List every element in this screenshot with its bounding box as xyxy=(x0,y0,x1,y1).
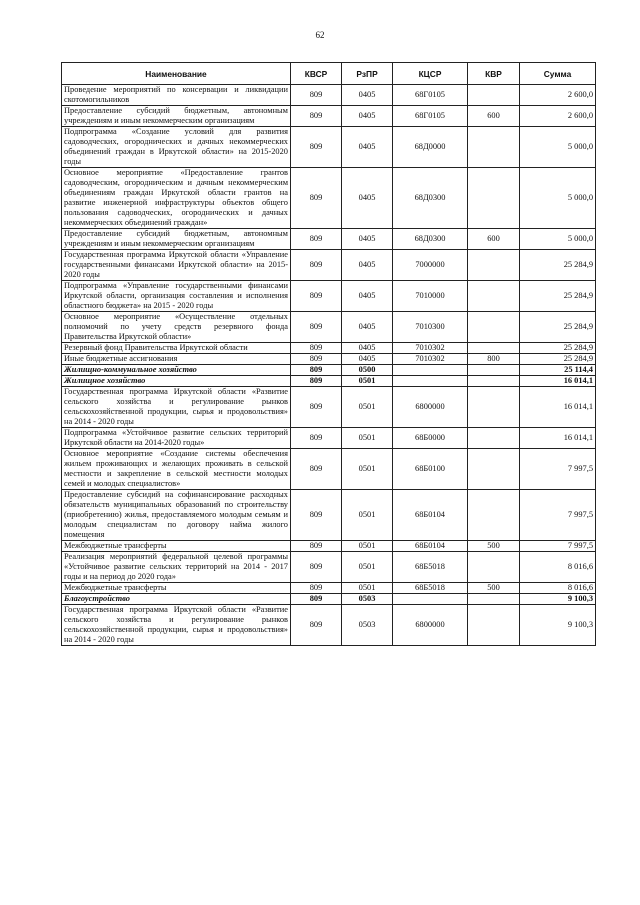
cell-kcsr: 68Б5018 xyxy=(393,583,468,594)
cell-rzpr: 0405 xyxy=(342,343,393,354)
table-row xyxy=(62,127,596,168)
cell-name: Основное мероприятие «Предоставление грантов садоводческим, огородническим и дачным некоммерческим объединениям граждан Иркутской области грантов на развитие инженерной инфраструктуры объектов общего пользования садоводческих, огороднических и дачных некоммерческих объединений граждан» xyxy=(62,168,291,229)
cell-rzpr: 0503 xyxy=(342,594,393,605)
cell-kvr xyxy=(468,490,520,541)
cell-kcsr: 68Г0105 xyxy=(393,106,468,127)
cell-sum: 7 997,5 xyxy=(520,541,596,552)
cell-kvr xyxy=(468,605,520,646)
cell-rzpr: 0405 xyxy=(342,85,393,106)
cell-rzpr: 0405 xyxy=(342,250,393,281)
cell-name: Благоустройство xyxy=(62,594,291,605)
table-row xyxy=(62,281,596,312)
cell-kvsr: 809 xyxy=(291,490,342,541)
cell-kcsr: 68Б0104 xyxy=(393,541,468,552)
cell-name: Основное мероприятие «Создание системы обеспечения жильем проживающих и желающих проживать в сельской местности и закрепление в сельской местности молодых семей и молодых специалистов» xyxy=(62,449,291,490)
cell-sum: 25 284,9 xyxy=(520,312,596,343)
cell-name: Предоставление субсидий бюджетным, автономным учреждениям и иным некоммерческим организациям xyxy=(62,106,291,127)
cell-name: Основное мероприятие «Осуществление отдельных полномочий по учету средств резервного фонда Правительства Иркутской области» xyxy=(62,312,291,343)
cell-kvr xyxy=(468,127,520,168)
budget-table xyxy=(61,62,596,646)
cell-sum: 25 284,9 xyxy=(520,281,596,312)
cell-sum: 2 600,0 xyxy=(520,106,596,127)
cell-kcsr: 6800000 xyxy=(393,605,468,646)
cell-kcsr: 68Б0000 xyxy=(393,428,468,449)
cell-kvsr: 809 xyxy=(291,594,342,605)
cell-name: Жилищное хозяйство xyxy=(62,376,291,387)
table-row xyxy=(62,552,596,583)
cell-kcsr: 7010300 xyxy=(393,312,468,343)
cell-kcsr xyxy=(393,365,468,376)
cell-sum: 16 014,1 xyxy=(520,428,596,449)
table-row xyxy=(62,428,596,449)
cell-sum: 9 100,3 xyxy=(520,594,596,605)
header-sum: Сумма xyxy=(520,63,596,85)
cell-name: Подпрограмма «Создание условий для развития садоводческих, огороднических и дачных некоммерческих объединений граждан в Иркутской области» на 2015-2020 годы xyxy=(62,127,291,168)
cell-rzpr: 0501 xyxy=(342,387,393,428)
cell-rzpr: 0501 xyxy=(342,490,393,541)
cell-kvsr: 809 xyxy=(291,343,342,354)
table-row xyxy=(62,490,596,541)
cell-name: Подпрограмма «Управление государственными финансами Иркутской области, организация составления и исполнения областного бюджета» на 2015 - 2020 годы xyxy=(62,281,291,312)
cell-kvr xyxy=(468,85,520,106)
cell-sum: 7 997,5 xyxy=(520,449,596,490)
cell-kcsr xyxy=(393,376,468,387)
table-row xyxy=(62,541,596,552)
table-row xyxy=(62,85,596,106)
cell-rzpr: 0501 xyxy=(342,449,393,490)
cell-kvsr: 809 xyxy=(291,365,342,376)
cell-kvsr: 809 xyxy=(291,449,342,490)
cell-kvsr: 809 xyxy=(291,85,342,106)
cell-sum: 5 000,0 xyxy=(520,229,596,250)
cell-kvr xyxy=(468,428,520,449)
cell-kvsr: 809 xyxy=(291,106,342,127)
cell-rzpr: 0501 xyxy=(342,376,393,387)
table-row xyxy=(62,168,596,229)
cell-kcsr: 7010000 xyxy=(393,281,468,312)
cell-rzpr: 0501 xyxy=(342,541,393,552)
cell-kcsr: 68Б5018 xyxy=(393,552,468,583)
cell-kvr xyxy=(468,250,520,281)
cell-kvsr: 809 xyxy=(291,127,342,168)
cell-kvr: 500 xyxy=(468,583,520,594)
table-row xyxy=(62,250,596,281)
cell-name: Государственная программа Иркутской области «Развитие сельского хозяйства и регулирование рынков сельскохозяйственной продукции, сырья и продовольствия» на 2014 - 2020 годы xyxy=(62,605,291,646)
cell-rzpr: 0405 xyxy=(342,127,393,168)
table-row xyxy=(62,343,596,354)
cell-sum: 5 000,0 xyxy=(520,127,596,168)
cell-kvr xyxy=(468,343,520,354)
cell-kcsr: 7000000 xyxy=(393,250,468,281)
cell-name: Резервный фонд Правительства Иркутской области xyxy=(62,343,291,354)
cell-sum: 25 284,9 xyxy=(520,354,596,365)
table-row xyxy=(62,449,596,490)
cell-sum: 16 014,1 xyxy=(520,376,596,387)
cell-sum: 5 000,0 xyxy=(520,168,596,229)
table-header-row xyxy=(62,63,596,85)
cell-name: Подпрограмма «Устойчивое развитие сельских территорий Иркутской области на 2014-2020 годы» xyxy=(62,428,291,449)
cell-rzpr: 0501 xyxy=(342,428,393,449)
cell-kvr xyxy=(468,312,520,343)
cell-kvsr: 809 xyxy=(291,312,342,343)
cell-kcsr: 68Г0105 xyxy=(393,85,468,106)
cell-rzpr: 0405 xyxy=(342,281,393,312)
cell-name: Предоставление субсидий бюджетным, автономным учреждениям и иным некоммерческим организациям xyxy=(62,229,291,250)
cell-kvr xyxy=(468,168,520,229)
cell-name: Государственная программа Иркутской области «Развитие сельского хозяйства и регулирование рынков сельскохозяйственной продукции, сырья и продовольствия» на 2014 - 2020 годы xyxy=(62,387,291,428)
header-kvsr: КВСР xyxy=(291,63,342,85)
cell-rzpr: 0501 xyxy=(342,552,393,583)
cell-kvsr: 809 xyxy=(291,552,342,583)
header-rzpr: РзПР xyxy=(342,63,393,85)
cell-kvsr: 809 xyxy=(291,387,342,428)
cell-kvsr: 809 xyxy=(291,376,342,387)
cell-name: Межбюджетные трансферты xyxy=(62,583,291,594)
cell-kvr xyxy=(468,594,520,605)
cell-name: Проведение мероприятий по консервации и ликвидации скотомогильников xyxy=(62,85,291,106)
page-number: 62 xyxy=(315,30,325,40)
cell-rzpr: 0405 xyxy=(342,354,393,365)
table-row xyxy=(62,387,596,428)
cell-rzpr: 0405 xyxy=(342,168,393,229)
cell-kvsr: 809 xyxy=(291,281,342,312)
cell-rzpr: 0503 xyxy=(342,605,393,646)
table-row xyxy=(62,583,596,594)
table-row xyxy=(62,106,596,127)
cell-sum: 8 016,6 xyxy=(520,583,596,594)
header-name: Наименование xyxy=(62,63,291,85)
cell-kvr: 500 xyxy=(468,541,520,552)
cell-name: Жилищно-коммунальное хозяйство xyxy=(62,365,291,376)
cell-kvr xyxy=(468,387,520,428)
table-row xyxy=(62,365,596,376)
cell-kcsr: 7010302 xyxy=(393,343,468,354)
cell-name: Предоставление субсидий на софинансирование расходных обязательств муниципальных образований по строительству (приобретению) жилья, предоставляемого молодым семьям и молодым специалистам по договору найма жилого помещения xyxy=(62,490,291,541)
table-row xyxy=(62,229,596,250)
table-row xyxy=(62,376,596,387)
cell-kvsr: 809 xyxy=(291,541,342,552)
cell-kvsr: 809 xyxy=(291,583,342,594)
cell-kvr xyxy=(468,552,520,583)
cell-rzpr: 0405 xyxy=(342,312,393,343)
cell-name: Реализация мероприятий федеральной целевой программы «Устойчивое развитие сельских территорий на 2014 - 2017 годы и на период до 2020 года» xyxy=(62,552,291,583)
cell-kvr xyxy=(468,281,520,312)
cell-kcsr xyxy=(393,594,468,605)
cell-rzpr: 0501 xyxy=(342,583,393,594)
cell-kvr xyxy=(468,449,520,490)
cell-name: Государственная программа Иркутской области «Управление государственными финансами Иркутской области» на 2015-2020 годы xyxy=(62,250,291,281)
cell-kcsr: 68Б0100 xyxy=(393,449,468,490)
cell-name: Иные бюджетные ассигнования xyxy=(62,354,291,365)
cell-kcsr: 68Б0104 xyxy=(393,490,468,541)
cell-rzpr: 0500 xyxy=(342,365,393,376)
cell-kvsr: 809 xyxy=(291,250,342,281)
cell-kvr: 800 xyxy=(468,354,520,365)
table-row xyxy=(62,354,596,365)
table-row xyxy=(62,605,596,646)
cell-sum: 7 997,5 xyxy=(520,490,596,541)
cell-kvsr: 809 xyxy=(291,354,342,365)
table-row xyxy=(62,312,596,343)
cell-kvr xyxy=(468,365,520,376)
cell-sum: 16 014,1 xyxy=(520,387,596,428)
cell-kcsr: 68Д0000 xyxy=(393,127,468,168)
cell-kvsr: 809 xyxy=(291,605,342,646)
cell-kcsr: 6800000 xyxy=(393,387,468,428)
cell-sum: 25 284,9 xyxy=(520,343,596,354)
cell-kvr: 600 xyxy=(468,106,520,127)
cell-rzpr: 0405 xyxy=(342,106,393,127)
cell-kvr xyxy=(468,376,520,387)
cell-kvsr: 809 xyxy=(291,229,342,250)
cell-name: Межбюджетные трансферты xyxy=(62,541,291,552)
cell-sum: 2 600,0 xyxy=(520,85,596,106)
cell-sum: 25 284,9 xyxy=(520,250,596,281)
cell-sum: 25 114,4 xyxy=(520,365,596,376)
cell-sum: 9 100,3 xyxy=(520,605,596,646)
header-kvr: КВР xyxy=(468,63,520,85)
cell-kvsr: 809 xyxy=(291,428,342,449)
cell-kcsr: 68Д0300 xyxy=(393,229,468,250)
cell-kvr: 600 xyxy=(468,229,520,250)
cell-sum: 8 016,6 xyxy=(520,552,596,583)
cell-kcsr: 7010302 xyxy=(393,354,468,365)
cell-kvsr: 809 xyxy=(291,168,342,229)
cell-rzpr: 0405 xyxy=(342,229,393,250)
header-kcsr: КЦСР xyxy=(393,63,468,85)
table-row xyxy=(62,594,596,605)
cell-kcsr: 68Д0300 xyxy=(393,168,468,229)
